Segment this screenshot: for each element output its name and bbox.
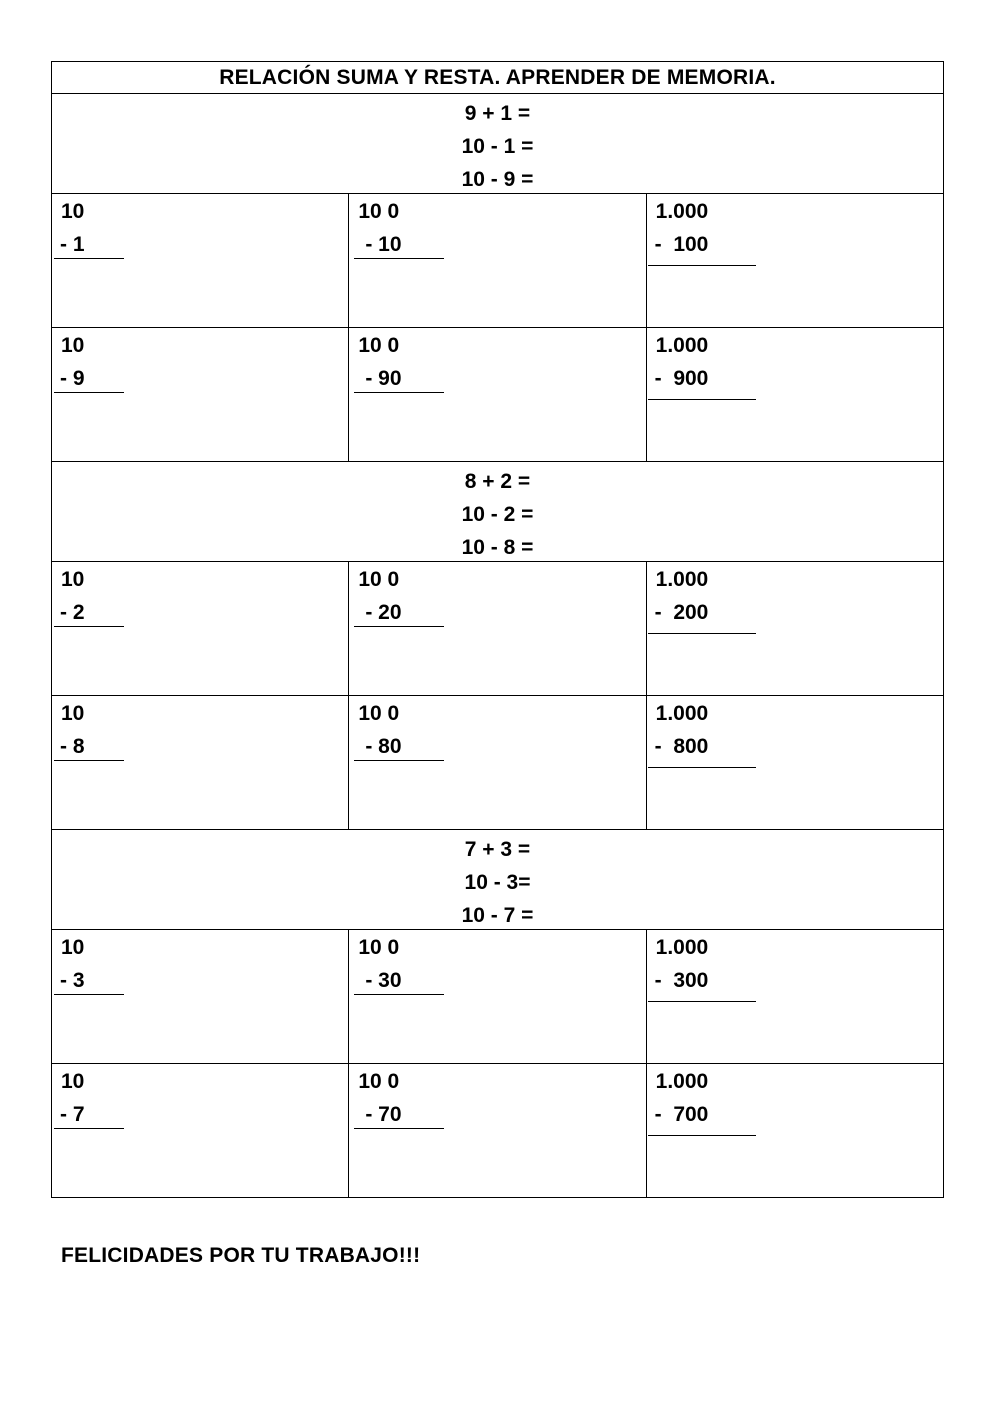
answer-line — [54, 258, 124, 259]
subtrahend: - 300 — [654, 969, 709, 992]
worksheet-title: RELACIÓN SUMA Y RESTA. APRENDER DE MEMORIA. — [51, 61, 944, 94]
equation: 7 + 3 = — [464, 838, 531, 861]
subtrahend: - 700 — [654, 1103, 709, 1126]
subtrahend: - 10 — [365, 233, 402, 256]
subtrahend: - 9 — [60, 367, 85, 390]
subtraction-row — [51, 930, 944, 1064]
minuend: 10 0 — [358, 568, 400, 591]
minuend: 10 0 — [358, 936, 400, 959]
subtraction-cell[interactable] — [647, 562, 944, 695]
equation: 10 - 2 = — [461, 503, 534, 526]
answer-line — [648, 633, 756, 634]
equation: 10 - 3= — [464, 871, 531, 894]
answer-line — [54, 626, 124, 627]
subtrahend: - 900 — [654, 367, 709, 390]
minuend: 10 — [61, 568, 85, 591]
minuend: 1.000 — [655, 334, 709, 357]
subtraction-row — [51, 562, 944, 696]
subtrahend: - 8 — [60, 735, 85, 758]
minuend: 1.000 — [655, 568, 709, 591]
subtraction-row — [51, 696, 944, 830]
subtrahend: - 20 — [365, 601, 402, 624]
subtraction-cell[interactable] — [349, 562, 646, 695]
subtraction-cell[interactable] — [52, 930, 349, 1063]
answer-line — [54, 1128, 124, 1129]
subtraction-cell[interactable] — [647, 696, 944, 829]
minuend: 10 — [61, 200, 85, 223]
answer-line — [354, 258, 444, 259]
subtrahend: - 100 — [654, 233, 709, 256]
subtraction-cell[interactable] — [647, 930, 944, 1063]
equation: 10 - 7 = — [461, 904, 534, 927]
answer-line — [648, 1135, 756, 1136]
answer-line — [648, 1001, 756, 1002]
subtraction-cell[interactable] — [647, 328, 944, 461]
subtrahend: - 30 — [365, 969, 402, 992]
equation: 10 - 8 = — [461, 536, 534, 559]
subtraction-row — [51, 1064, 944, 1198]
subtraction-row — [51, 194, 944, 328]
subtraction-cell[interactable] — [349, 696, 646, 829]
equation-group — [51, 462, 944, 562]
subtrahend: - 3 — [60, 969, 85, 992]
subtraction-cell[interactable] — [349, 1064, 646, 1197]
subtrahend: - 7 — [60, 1103, 85, 1126]
answer-line — [354, 392, 444, 393]
subtraction-cell[interactable] — [52, 1064, 349, 1197]
subtraction-row — [51, 328, 944, 462]
equation: 10 - 1 = — [461, 135, 534, 158]
minuend: 10 0 — [358, 334, 400, 357]
subtraction-cell[interactable] — [349, 194, 646, 327]
subtraction-cell[interactable] — [647, 1064, 944, 1197]
answer-line — [354, 994, 444, 995]
minuend: 10 — [61, 936, 85, 959]
answer-line — [54, 994, 124, 995]
minuend: 1.000 — [655, 200, 709, 223]
subtrahend: - 70 — [365, 1103, 402, 1126]
answer-line — [354, 626, 444, 627]
minuend: 10 — [61, 334, 85, 357]
subtraction-cell[interactable] — [647, 194, 944, 327]
answer-line — [354, 1128, 444, 1129]
answer-line — [648, 399, 756, 400]
subtrahend: - 1 — [60, 233, 85, 256]
subtrahend: - 800 — [654, 735, 709, 758]
answer-line — [648, 265, 756, 266]
minuend: 1.000 — [655, 702, 709, 725]
minuend: 10 — [61, 702, 85, 725]
subtraction-cell[interactable] — [349, 328, 646, 461]
subtraction-cell[interactable] — [52, 328, 349, 461]
equation: 10 - 9 = — [461, 168, 534, 191]
congratulations-message: FELICIDADES POR TU TRABAJO!!! — [61, 1244, 421, 1267]
subtraction-cell[interactable] — [349, 930, 646, 1063]
answer-line — [54, 760, 124, 761]
equation: 8 + 2 = — [464, 470, 531, 493]
subtrahend: - 80 — [365, 735, 402, 758]
subtraction-cell[interactable] — [52, 696, 349, 829]
equation: 9 + 1 = — [464, 102, 531, 125]
minuend: 10 — [61, 1070, 85, 1093]
answer-line — [54, 392, 124, 393]
subtraction-cell[interactable] — [52, 194, 349, 327]
minuend: 1.000 — [655, 1070, 709, 1093]
subtraction-cell[interactable] — [52, 562, 349, 695]
subtrahend: - 200 — [654, 601, 709, 624]
answer-line — [648, 767, 756, 768]
worksheet-table — [51, 61, 944, 1198]
equation-group — [51, 94, 944, 194]
answer-line — [354, 760, 444, 761]
minuend: 10 0 — [358, 1070, 400, 1093]
equation-group — [51, 830, 944, 930]
minuend: 1.000 — [655, 936, 709, 959]
minuend: 10 0 — [358, 200, 400, 223]
subtrahend: - 2 — [60, 601, 85, 624]
minuend: 10 0 — [358, 702, 400, 725]
subtrahend: - 90 — [365, 367, 402, 390]
